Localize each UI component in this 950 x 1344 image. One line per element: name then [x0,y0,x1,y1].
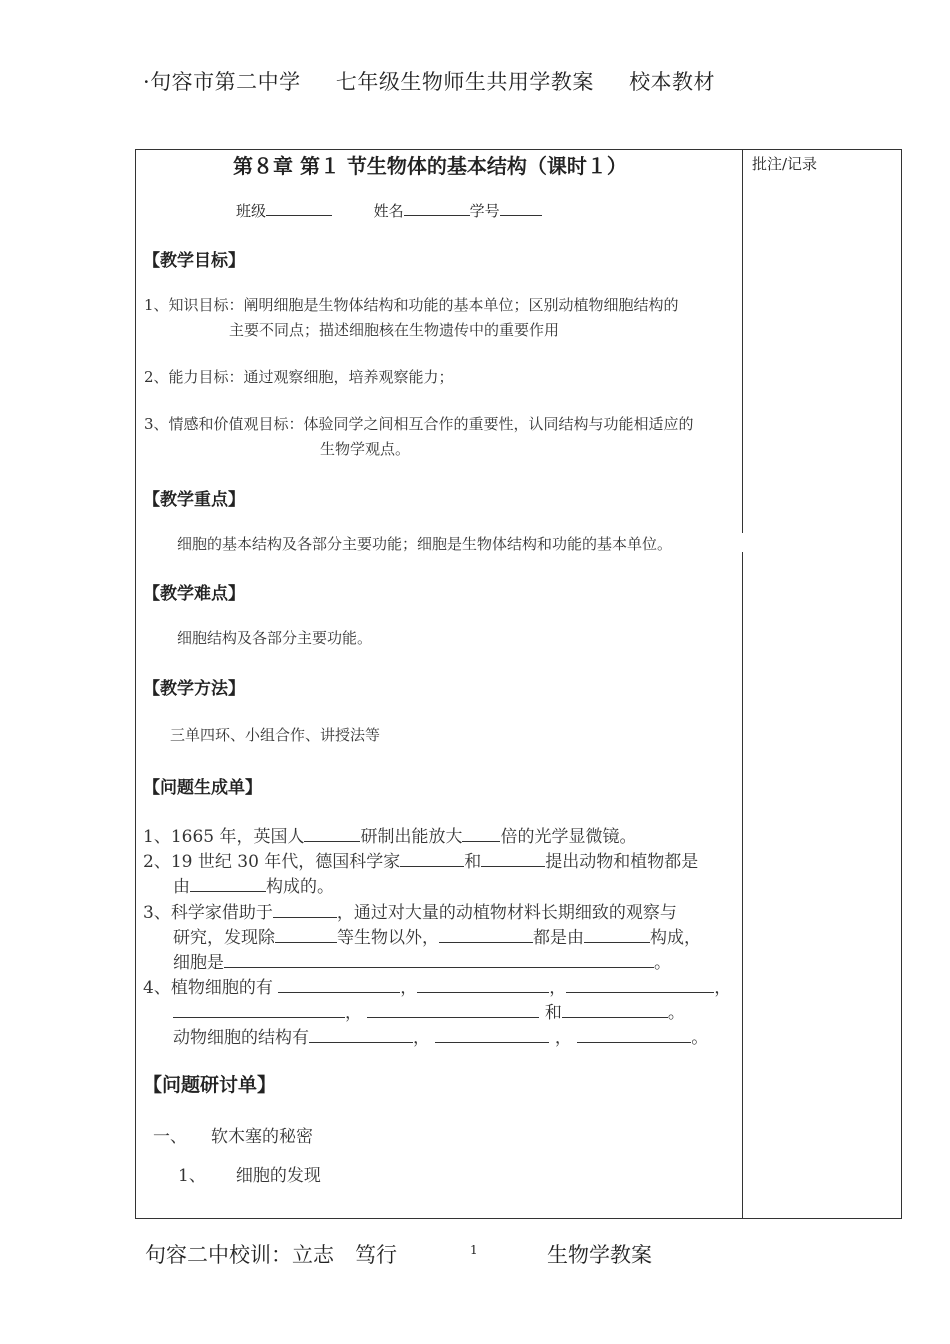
q3-text-f: 构成， [650,928,701,948]
q3-blank-3[interactable] [439,927,533,943]
objective-1-line-2: 主要不同点；描述细胞核在生物遗传中的重要作用 [229,321,560,339]
header-subject: 七年级生物师生共用学教案 [335,70,594,94]
difficulties-heading: 【教学难点】 [143,584,245,604]
question-4-line-1 [143,973,731,998]
q1-blank-1[interactable] [304,826,360,842]
header-school: ·句容市第二中学 [143,70,301,94]
id-label: 学号 [469,202,500,220]
difficulties-text: 细胞结构及各部分主要功能。 [177,629,373,647]
column-divider [742,149,743,533]
objective-2: 2、能力目标：通过观察细胞，培养观察能力； [144,368,454,386]
q4-period-1: 。 [667,1003,685,1023]
objective-1-line-1: 1、知识目标：阐明细胞是生物体结构和功能的基本单位；区别动植物细胞结构的 [144,296,679,314]
student-info-line [236,200,542,221]
q3-text-d: 等生物以外， [337,928,439,948]
q2-text-a: 2、19 世纪 30 年代，德国科学家 [143,852,401,872]
q1-blank-2[interactable] [462,826,500,842]
discussion-heading: 【问题研讨单】 [143,1074,277,1096]
question-2-line-1 [143,847,698,872]
q2-blank-3[interactable] [190,876,266,892]
q4-blank-4[interactable] [173,1002,345,1018]
q3-text-e: 都是由 [533,928,584,948]
q1-text-c: 倍的光学显微镜。 [500,827,637,847]
page-number: 1 [470,1243,478,1257]
class-label: 班级 [236,202,267,220]
name-label: 姓名 [373,202,404,220]
q2-blank-2[interactable] [481,851,545,867]
question-4-line-3 [173,1023,708,1048]
discussion-part-1 [153,1122,313,1147]
q2-text-b: 和 [464,852,482,872]
column-divider-lower [742,552,743,1219]
q3-blank-2[interactable] [275,927,337,943]
q4-and: 和 [544,1003,562,1023]
sub-1-number: 1、 [178,1166,206,1186]
name-blank[interactable] [404,200,470,216]
part-1-title: 软木塞的秘密 [211,1127,313,1147]
q4-text-a: 4、植物细胞的有 [143,978,273,998]
header-material: 校本教材 [629,70,716,94]
question-3-line-1 [143,898,677,923]
q4-comma-1: ， [400,978,418,998]
lesson-title: 第８章 第１ 节生物体的基本结构（课时１） [233,154,627,178]
class-blank[interactable] [266,200,332,216]
q2-blank-1[interactable] [400,851,464,867]
q4-blank-1[interactable] [278,977,400,993]
q4-comma-2: ， [549,978,567,998]
part-1-number: 一、 [153,1127,187,1147]
q4-period-2: 。 [691,1028,709,1048]
objective-3-line-1: 3、情感和价值观目标：体验同学之间相互合作的重要性，认同结构与功能相适应的 [144,415,694,433]
q1-text-a: 1、1665 年，英国人 [143,827,305,847]
q3-text-g: 细胞是 [173,953,224,973]
q4-comma-4: ， [345,1003,362,1023]
q4-blank-2[interactable] [417,977,549,993]
q1-text-b: 研制出能放大 [360,827,463,847]
q2-text-e: 构成的。 [266,877,334,897]
q3-text-b: ，通过对大量的动植物材料长期细致的观察与 [336,903,677,923]
q2-text-d: 由 [173,877,190,897]
q4-comma-6: ， [554,1028,572,1048]
q3-text-a: 3、科学家借助于 [143,903,273,923]
q4-comma-5: ， [413,1028,430,1048]
footer-doc-type: 生物学教案 [547,1243,652,1267]
key-points-heading: 【教学重点】 [143,490,245,510]
discussion-sub-1 [178,1161,321,1186]
q3-text-h: 。 [654,953,671,973]
question-4-line-2 [173,998,685,1023]
annotation-column-label: 批注/记录 [752,155,818,173]
id-blank[interactable] [500,200,542,216]
q4-blank-6[interactable] [562,1002,668,1018]
q3-blank-1[interactable] [273,902,337,918]
q3-text-c: 研究，发现除 [173,928,275,948]
questions-heading: 【问题生成单】 [143,778,262,798]
q4-blank-7[interactable] [309,1027,413,1043]
q4-blank-8[interactable] [435,1027,549,1043]
objectives-heading: 【教学目标】 [143,251,245,271]
question-1 [143,822,636,847]
q4-blank-9[interactable] [577,1027,691,1043]
question-2-line-2 [173,872,334,897]
q2-text-c: 提出动物和植物都是 [545,852,699,872]
key-points-text: 细胞的基本结构及各部分主要功能；细胞是生物体结构和功能的基本单位。 [177,535,673,553]
q4-blank-5[interactable] [367,1002,539,1018]
methods-text: 三单四环、小组合作、讲授法等 [170,726,381,744]
question-3-line-2 [173,923,701,948]
methods-heading: 【教学方法】 [143,679,245,699]
q4-comma-3: ， [714,978,732,998]
sub-1-title: 细胞的发现 [235,1166,321,1186]
question-3-line-3 [173,948,671,973]
footer-motto: 句容二中校训：立志 笃行 [145,1243,397,1267]
q3-blank-5[interactable] [224,952,654,968]
q4-animal-label: 动物细胞的结构有 [173,1028,309,1048]
objective-3-line-2: 生物学观点。 [320,440,411,458]
q3-blank-4[interactable] [584,927,650,943]
q4-blank-3[interactable] [566,977,714,993]
page-header [143,66,743,96]
